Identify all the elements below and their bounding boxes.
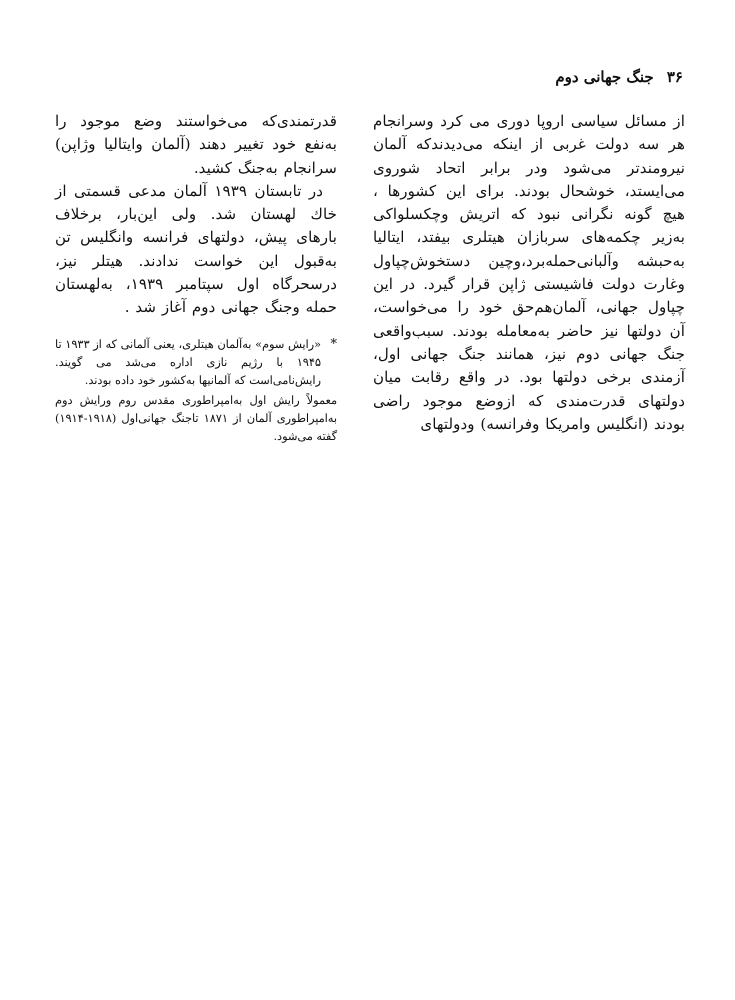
running-header	[383, 68, 683, 86]
right-text-column	[373, 110, 685, 436]
chapter-title: جنگ جهانی دوم	[555, 68, 654, 86]
footnote-marker: *	[330, 337, 337, 352]
footnote-1-text: «رایش سوم» به‌آلمان هیتلری، یعنی آلمانی که از ۱۹۳۳ تا ۱۹۴۵ با رژیم نازی اداره می‌شد می گویند. رایش‌نامی‌است که آلمانیها به‌کشور خود داده بودند.	[55, 338, 321, 387]
right-column-paragraph: از مسائل سیاسی اروپا دوری می کرد وسرانجام هر سه دولت غربی از اینکه می‌دیدندکه آلمان نیرومندتر می‌شود ودر برابر اتحاد شوروی می‌ایستد، خوشحال بودند. برای این کشورها ، هیچ گونه نگرانی نبود که اتریش وچکسلواکی به‌زیر چکمه‌های سربازان هیتلری بیفتد، ایتالیا به‌حبشه وآلبانی‌حمله‌برد،وچین دستخوش‌چپاول وغارت دولت فاشیستی ژاپن قرار گیرد. در این چپاول جهانی، آلمان‌هم‌حق خود را می‌خواست، آن دولتها نیز حاضر به‌معامله بودند. سبب‌واقعی جنگ جهانی دوم نیز، همانند جنگ جهانی اول، آزمندی برخی دولتها بود. در واقع رقابت میان دولتهای قدرت‌مندی که ازوضع موجود راضی بودند (انگلیس وامریکا وفرانسه) ودولتهای	[373, 112, 685, 433]
left-text-column	[55, 110, 337, 320]
footnote-1	[55, 336, 337, 390]
left-column-paragraph-1: قدرتمندی‌که می‌خواستند وضع موجود را به‌نفع خود تغییر دهند (آلمان وایتالیا وژاپن) سرانجام به‌جنگ کشید.	[55, 112, 337, 177]
footnotes	[55, 336, 337, 446]
footnote-2: معمولاً رایش اول به‌امپراطوری مقدس روم ورایش دوم به‌امپراطوری آلمان از ۱۸۷۱ تاجنگ جهانی‌اول (۱۹۱۸-۱۹۱۴) گفته می‌شود.	[55, 394, 337, 443]
page-number: ۳۶	[666, 68, 683, 86]
left-column-paragraph-2: در تابستان ۱۹۳۹ آلمان مدعی قسمتی از خاك لهستان شد. ولی این‌بار، برخلاف بارهای پیش، دولتهای فرانسه وانگلیس تن به‌قبول این خواست ندادند. هیتلر نیز، درسحرگاه اول سپتامبر ۱۹۳۹، به‌لهستان حمله وجنگ جهانی دوم آغاز شد .	[55, 181, 338, 317]
